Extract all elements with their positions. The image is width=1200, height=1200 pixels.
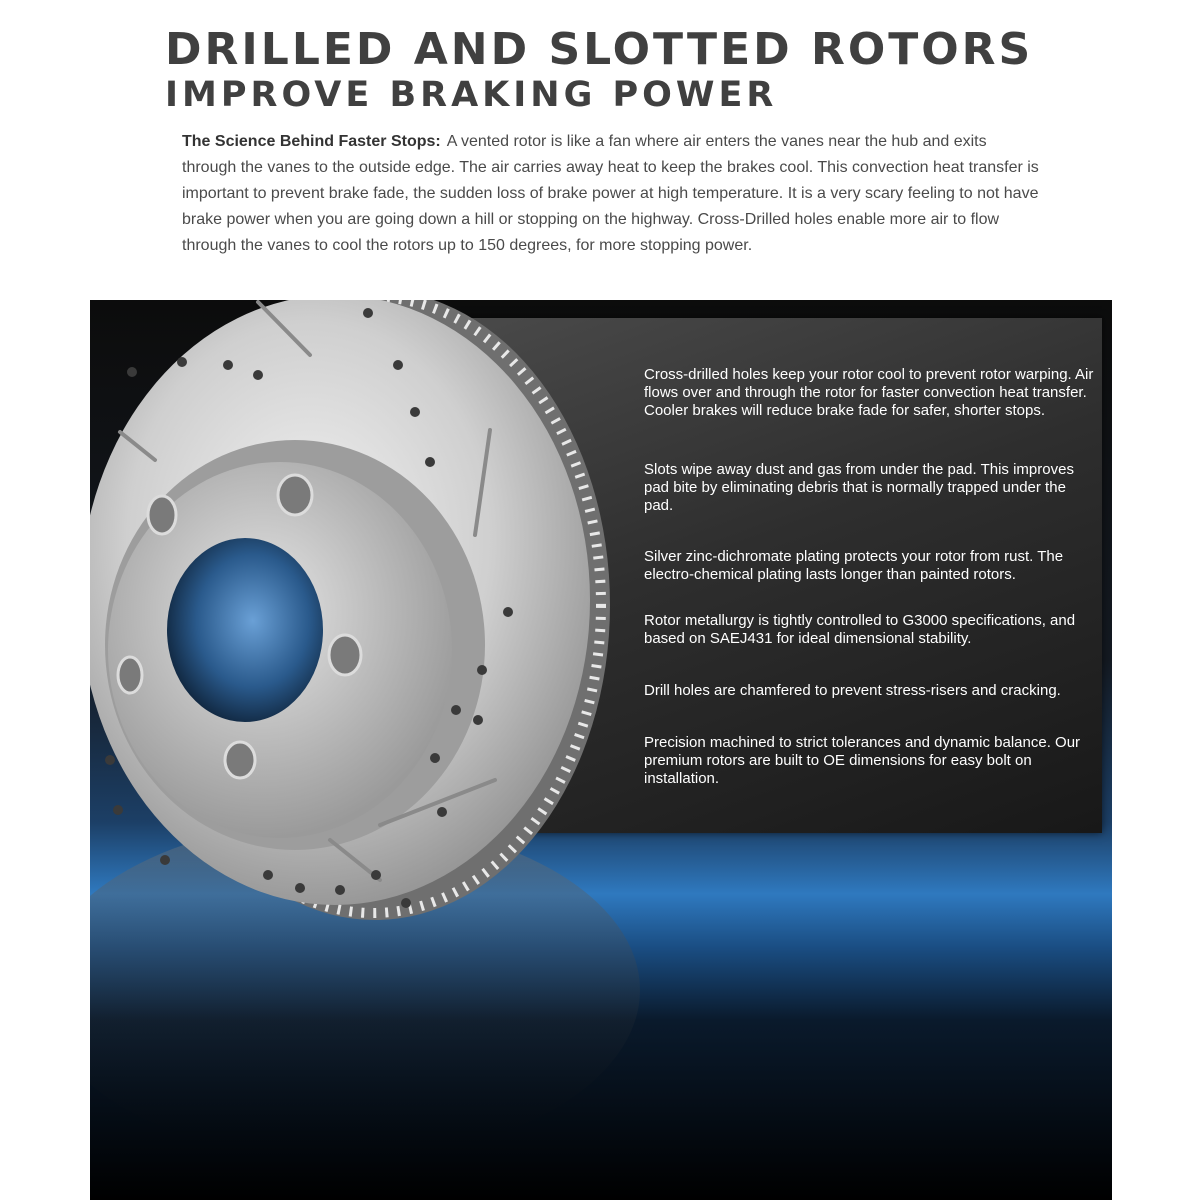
feature-item: Slots wipe away dust and gas from under the pad. This improves pad bite by eliminating debris that is normally trapped under the pad. [644,461,1074,514]
headline-line-1: DRILLED AND SLOTTED ROTORS [165,24,1034,75]
intro-paragraph [182,129,1042,259]
feature-item: Precision machined to strict tolerances and dynamic balance. Our premium rotors are built to OE dimensions for easy bolt on installation. [644,734,1081,787]
feature-item: Drill holes are chamfered to prevent stress-risers and cracking. [644,682,1061,699]
rotor-center-bore [167,538,323,722]
intro-lead: The Science Behind Faster Stops: [182,133,441,150]
page-headline [165,24,1034,115]
product-scene [90,300,1112,1200]
headline-line-2: IMPROVE BRAKING POWER [165,75,778,115]
feature-item: Silver zinc-dichromate plating protects your rotor from rust. The electro-chemical plating lasts longer than painted rotors. [644,548,1064,583]
feature-item: Cross-drilled holes keep your rotor cool to prevent rotor warping. Air flows over and through the rotor for faster convection heat transfer. Cooler brakes will reduce brake fade for safer, shorter stops. [644,366,1094,419]
feature-item: Rotor metallurgy is tightly controlled to G3000 specifications, and based on SAEJ431 for ideal dimensional stability. [644,612,1076,647]
intro-body: A vented rotor is like a fan where air enters the vanes near the hub and exits through the vanes to the outside edge. The air carries away heat to keep the brakes cool. This convection heat transfer is important to prevent brake fade, the sudden loss of brake power at high temperature. It is a very scary feeling to not have brake power when you are going down a hill or stopping on the highway. Cross-Drilled holes enable more air to flow through the vanes to cool the rotors up to 150 degrees, for more stopping power. [182,133,1039,254]
